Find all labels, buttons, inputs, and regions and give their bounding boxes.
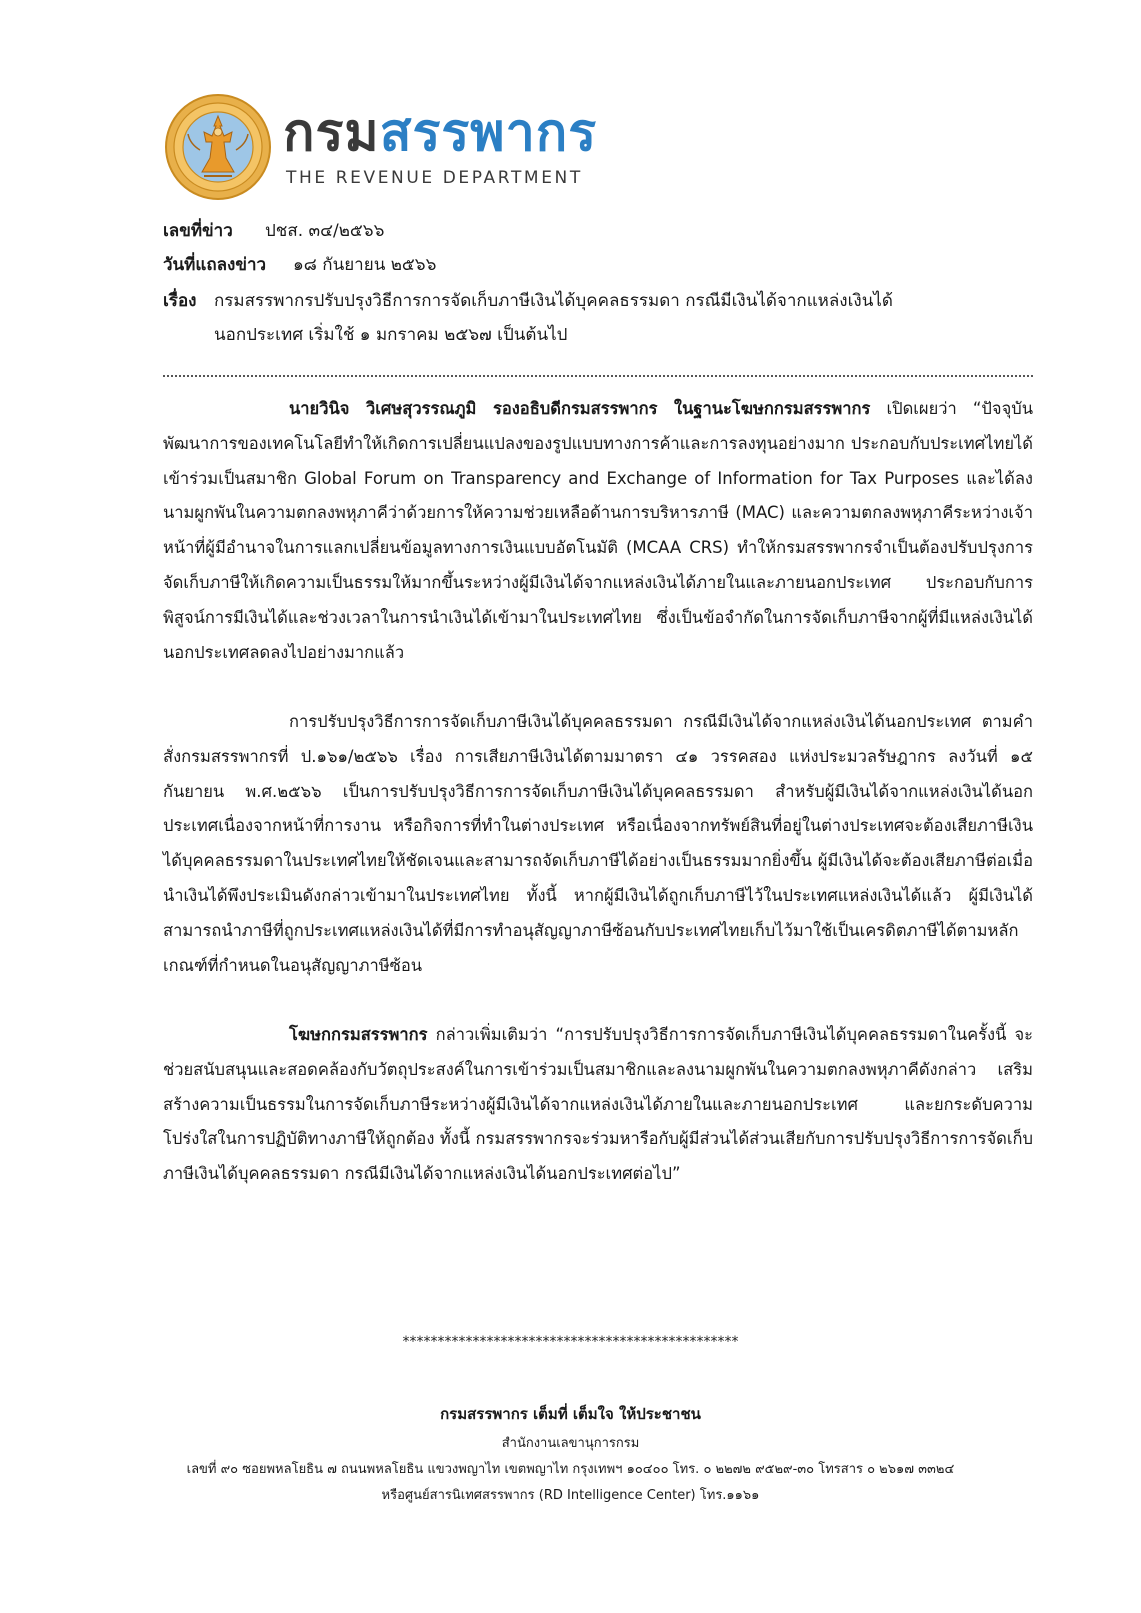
spokesperson-name: นายวินิจ วิเศษสุวรรณภูมิ รองอธิบดีกรมสรรพากร ในฐานะโฆษกกรมสรรพากร — [289, 399, 871, 418]
spokesperson-title: โฆษกกรมสรรพากร — [289, 1025, 428, 1044]
logo-text-thai-part2: สรรพากร — [379, 103, 598, 163]
subject-label: เรื่อง — [163, 291, 197, 311]
body-paragraph-3 — [163, 1018, 1033, 1192]
body-paragraph-2 — [163, 705, 1033, 983]
slogan: กรมสรรพากร เต็มที่ เต็มใจ ให้ประชาชน — [440, 1405, 701, 1423]
news-number-row — [163, 217, 385, 244]
office-name: สำนักงานเลขานุการกรม — [501, 1436, 640, 1451]
subject-line1: กรมสรรพากรปรับปรุงวิธีการการจัดเก็บภาษีเงินได้บุคคลธรรมดา กรณีมีเงินได้จากแหล่งเงินได้ — [214, 291, 893, 311]
subject-row — [163, 287, 893, 314]
separator-stars: ************************************************ — [402, 1334, 739, 1350]
body-paragraph-1 — [163, 392, 1033, 670]
release-date-row — [163, 251, 437, 278]
news-number-label: เลขที่ข่าว — [163, 221, 233, 241]
release-date-label: วันที่แถลงข่าว — [163, 255, 267, 275]
logo-text-thai-part1: กรม — [283, 103, 380, 163]
hotline-info: หรือศูนย์สารนิเทศสรรพากร (RD Intelligence Center) โทร.๑๑๖๑ — [381, 1488, 760, 1503]
logo-text-thai — [283, 100, 597, 166]
news-number-value: ปชส. ๓๔/๒๕๖๖ — [265, 221, 385, 241]
header-divider — [163, 375, 1033, 377]
paragraph-2-text: การปรับปรุงวิธีการการจัดเก็บภาษีเงินได้บุคคลธรรมดา กรณีมีเงินได้จากแหล่งเงินได้นอกประเทศ ตามคำสั่งกรมสรรพากรที่ ป.๑๖๑/๒๕๖๖ เรื่อง การเสียภาษีเงินได้ตามมาตรา ๔๑ วรรคสอง แห่งประมวลรัษฎากร ลงวันที่ ๑๕ กันยายน พ.ศ.๒๕๖๖ เป็นการปรับปรุงวิธีการการจัดเก็บภาษีเงินได้บุคคลธรรมดา สำหรับผู้มีเงินได้จากแหล่งเงินได้นอกประเทศเนื่องจากหน้าที่การงาน หรือกิจการที่ทำในต่างประเทศ หรือเนื่องจากทรัพย์สินที่อยู่ในต่างประเทศจะต้องเสียภาษีเงินได้บุคคลธรรมดาในประเทศไทยให้ชัดเจนและสามารถจัดเก็บภาษีได้อย่างเป็นธรรมมากยิ่งขึ้น ผู้มีเงินได้จะต้องเสียภาษีต่อเมื่อนำเงินได้พึงประเมินดังกล่าวเข้ามาในประเทศไทย ทั้งนี้ หากผู้มีเงินได้ถูกเก็บภาษีไว้ในประเทศแหล่งเงินได้แล้ว ผู้มีเงินได้สามารถนำภาษีที่ถูกประเทศแหล่งเงินได้ที่มีการทำอนุสัญญาภาษีซ้อนกับประเทศไทยเก็บไว้มาใช้เป็นเครดิตภาษีได้ตามหลักเกณฑ์ที่กำหนดในอนุสัญญาภาษีซ้อน — [163, 712, 1033, 975]
logo-text-english: THE REVENUE DEPARTMENT — [286, 168, 583, 188]
revenue-department-seal — [164, 92, 272, 202]
release-date-value: ๑๘ กันยายน ๒๕๖๖ — [293, 255, 437, 275]
subject-line2: นอกประเทศ เริ่มใช้ ๑ มกราคม ๒๕๖๗ เป็นต้นไป — [214, 325, 568, 345]
office-address: เลขที่ ๙๐ ซอยพหลโยธิน ๗ ถนนพหลโยธิน แขวงพญาไท เขตพญาไท กรุงเทพฯ ๑๐๔๐๐ โทร. ๐ ๒๒๗๒ ๙๕๒๙-๓๐ โทรสาร ๐ ๒๖๑๗ ๓๓๒๔ — [186, 1462, 955, 1477]
paragraph-1-text: เปิดเผยว่า “ปัจจุบัน พัฒนาการของเทคโนโลยีทำให้เกิดการเปลี่ยนแปลงของรูปแบบทางการค้าและการลงทุนอย่างมาก ประกอบกับประเทศไทยได้เข้าร่วมเป็นสมาชิก Global Forum on Transparency and Exchange of Information for Tax Purposes และได้ลงนามผูกพันในความตกลงพหุภาคีว่าด้วยการให้ความช่วยเหลือด้านการบริหารภาษี (MAC) และความตกลงพหุภาคีระหว่างเจ้าหน้าที่ผู้มีอำนาจในการแลกเปลี่ยนข้อมูลทางการเงินแบบอัตโนมัติ (MCAA CRS) ทำให้กรมสรรพากรจำเป็นต้องปรับปรุงการจัดเก็บภาษีให้เกิดความเป็นธรรมให้มากขึ้นระหว่างผู้มีเงินได้จากแหล่งเงินได้ภายในและภายนอกประเทศ ประกอบกับการพิสูจน์การมีเงินได้และช่วงเวลาในการนำเงินได้เข้ามาในประเทศไทย ซึ่งเป็นข้อจำกัดในการจัดเก็บภาษีจากผู้ที่มีแหล่งเงินได้นอกประเทศลดลงไปอย่างมากแล้ว — [163, 399, 1033, 662]
paragraph-3-text: กล่าวเพิ่มเติมว่า “การปรับปรุงวิธีการการจัดเก็บภาษีเงินได้บุคคลธรรมดาในครั้งนี้ จะช่วยสนับสนุนและสอดคล้องกับวัตถุประสงค์ในการเข้าร่วมเป็นสมาชิกและลงนามผูกพันในความตกลงพหุภาคีดังกล่าว เสริมสร้างความเป็นธรรมในการจัดเก็บภาษีระหว่างผู้มีเงินได้จากแหล่งเงินได้ภายในและภายนอกประเทศ และยกระดับความโปร่งใสในการปฏิบัติทางภาษีให้ถูกต้อง ทั้งนี้ กรมสรรพากรจะร่วมหารือกับผู้มีส่วนได้ส่วนเสียกับการปรับปรุงวิธีการการจัดเก็บภาษีเงินได้บุคคลธรรมดา กรณีมีเงินได้จากแหล่งเงินได้นอกประเทศต่อไป” — [163, 1025, 1033, 1184]
